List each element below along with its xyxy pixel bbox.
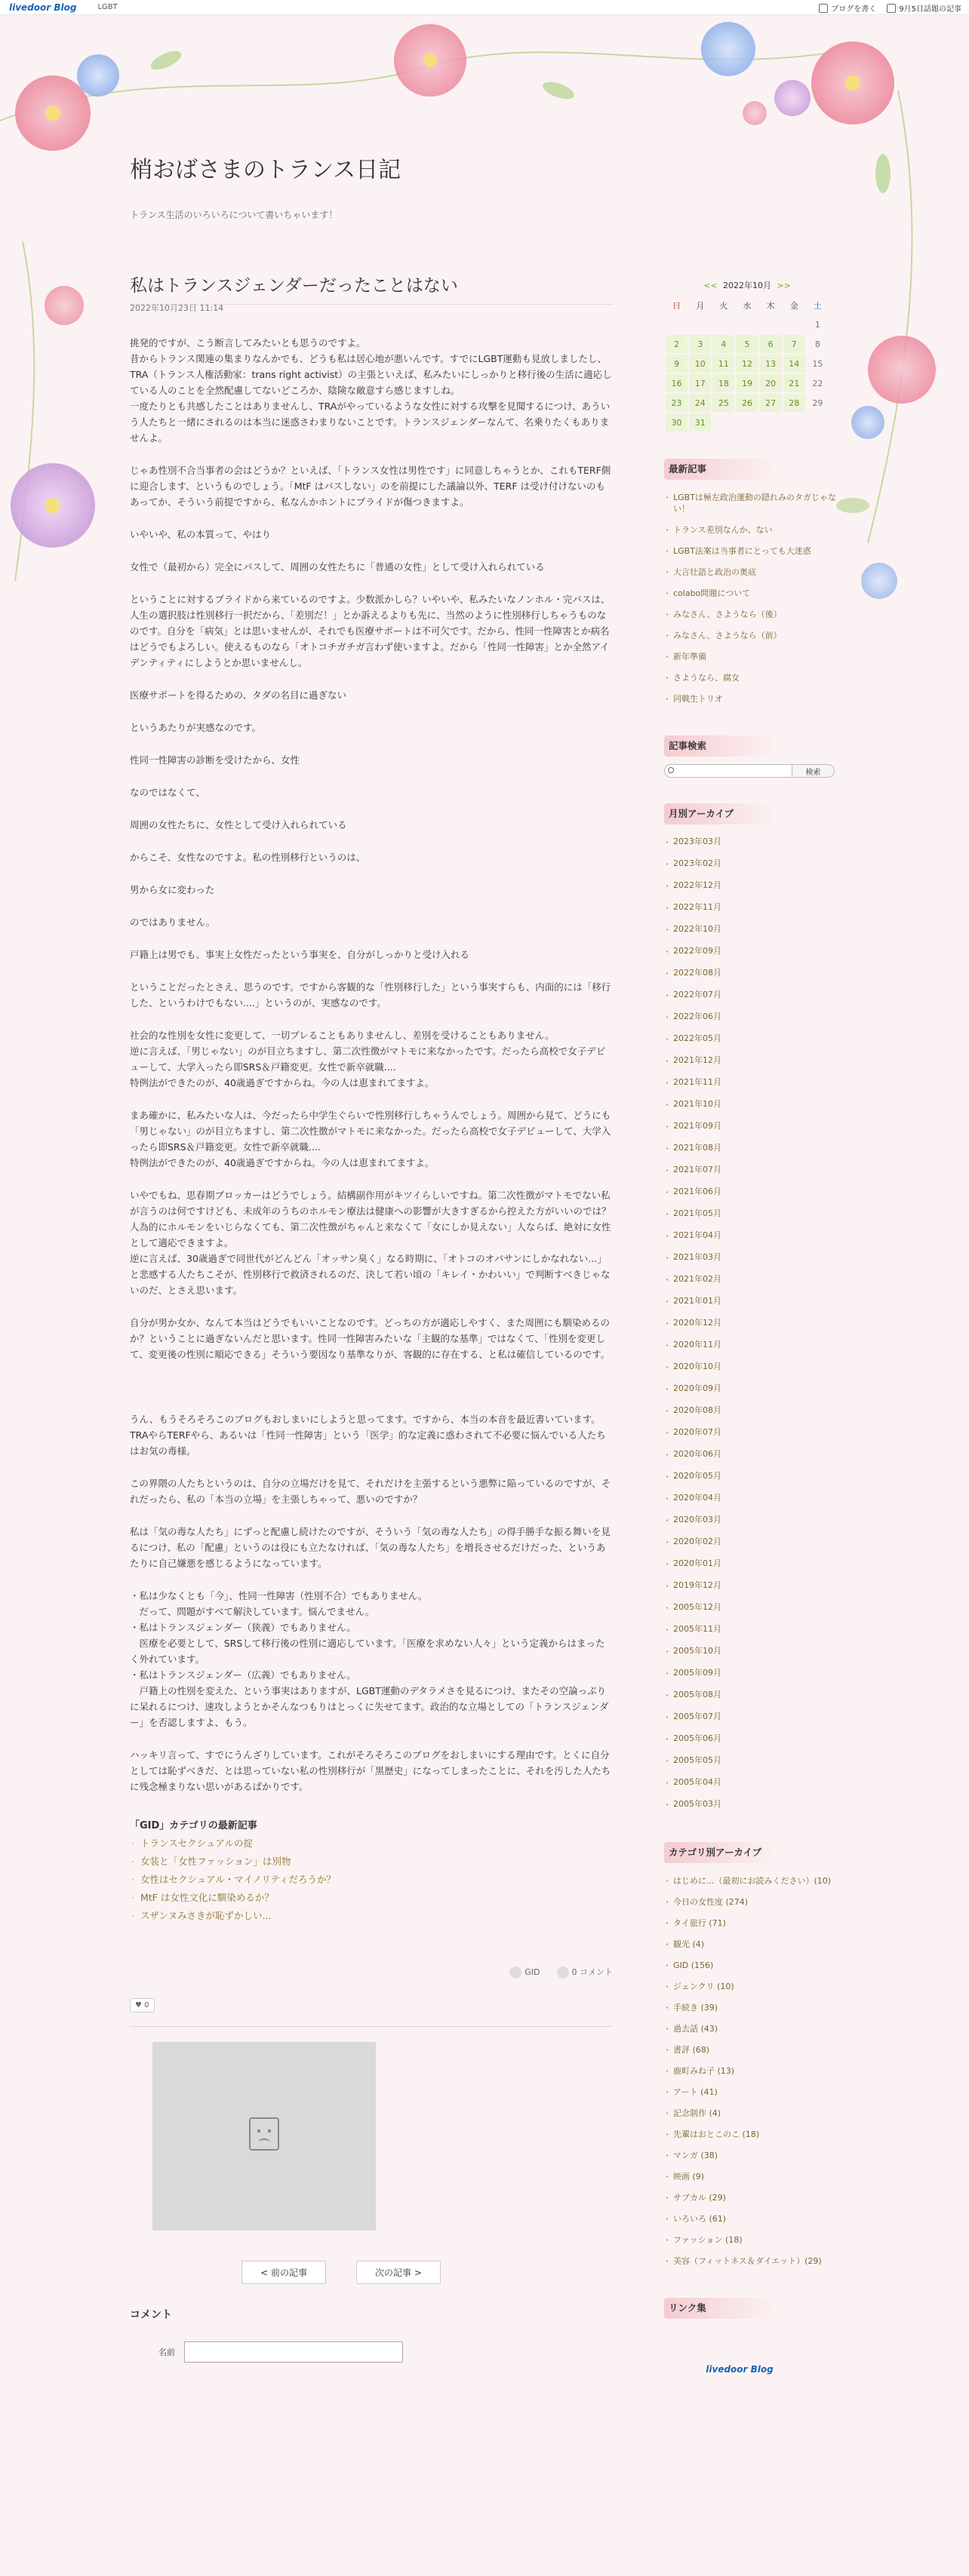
category-archive-heading: カテゴリ別アーカイブ <box>664 1842 777 1863</box>
article-date: 2022年10月23日 11:14 <box>130 303 224 313</box>
archive-month-link[interactable]: · 2021年09月 <box>664 1116 838 1138</box>
calendar-day: 15 <box>812 358 823 369</box>
archive-month-link[interactable]: · 2021年12月 <box>664 1051 838 1073</box>
archive-month-link[interactable]: · 2020年06月 <box>664 1445 838 1466</box>
category-link-item[interactable]: · ファッション (18) <box>664 2230 838 2251</box>
category-link-item[interactable]: · 観光 (4) <box>664 1934 838 1955</box>
category-link-item[interactable]: · ジェンクリ (10) <box>664 1976 838 1997</box>
calendar-day[interactable]: 20 <box>760 374 782 392</box>
archive-month-link[interactable]: · 2005年12月 <box>664 1598 838 1620</box>
category-link-item[interactable]: · サブカル (29) <box>664 2188 838 2209</box>
archive-month-link[interactable]: · 2022年08月 <box>664 963 838 985</box>
archive-month-link[interactable]: · 2022年07月 <box>664 985 838 1007</box>
archive-month-link[interactable]: · 2020年11月 <box>664 1335 838 1357</box>
calendar-weekday: 水 <box>743 301 752 311</box>
category-link-item[interactable]: · マンガ (38) <box>664 2145 838 2166</box>
archive-month-link[interactable]: · 2005年10月 <box>664 1641 838 1663</box>
recent-article-link[interactable]: · 同戦生トリオ <box>664 689 838 710</box>
calendar-day[interactable]: 30 <box>666 413 688 431</box>
archive-month-link[interactable]: · 2020年10月 <box>664 1357 838 1379</box>
write-blog-label: ブログを書く <box>831 5 877 14</box>
calendar-day <box>689 315 711 333</box>
calendar-day[interactable]: 4 <box>712 335 734 353</box>
archive-month-link[interactable]: · 2019年12月 <box>664 1576 838 1598</box>
archive-month-link[interactable]: · 2005年07月 <box>664 1707 838 1729</box>
archive-month-link[interactable]: · 2005年08月 <box>664 1685 838 1707</box>
archive-month-link[interactable]: · 2022年05月 <box>664 1029 838 1051</box>
article-paragraph: 社会的な性別を女性に変更して、一切プレることもありませんし、差別を受けることもありません。 逆に言えば、「男じゃない」のが目立ちますし、第二次性徴がマトモに来なかったです。だったら高校で女子デビューして、大学入ったら即SRS＆戸籍変更。女性で新卒就職.... 特例法ができたのが、40歳過ぎですからね。今の人は恵まれてますよ。 <box>130 1030 606 1088</box>
calendar-day: 29 <box>812 398 823 408</box>
search-button[interactable]: 検索 <box>792 764 835 778</box>
article-paragraph: 性同一性障害の診断を受けたから、女性 <box>130 754 300 766</box>
search-box <box>664 764 838 778</box>
archive-heading: 月別アーカイブ <box>664 803 777 824</box>
search-heading: 記事検索 <box>664 735 777 757</box>
calendar-day[interactable]: 6 <box>760 335 782 353</box>
category-link-item[interactable]: · 手続き (39) <box>664 1997 838 2019</box>
archive-month-link[interactable]: · 2023年03月 <box>664 832 838 854</box>
calendar-header <box>664 279 830 291</box>
category-latest-item[interactable]: · 女性はセクシュアル・マイノリティだろうか？ <box>130 1871 613 1889</box>
calendar-day <box>712 315 734 333</box>
like-count: 0 <box>144 2001 149 2010</box>
livedoor-blog-logo[interactable] <box>9 2 76 13</box>
category-link-item[interactable]: · 過去話 (43) <box>664 2019 838 2040</box>
category-latest-list <box>130 1835 613 1925</box>
comment-heading: コメント <box>130 2309 172 2321</box>
archive-month-link[interactable]: · 2005年06月 <box>664 1729 838 1751</box>
calendar-prev-link[interactable]: << <box>703 281 718 290</box>
calendar-grid <box>664 296 830 433</box>
article-paragraph: この界隈の人たちというのは、自分の立場だけを見て、それだけを主張するという悪弊に陥っているのですが、それだったら、私の「本当の立場」を主張しちゃって、悪いのですか？ <box>130 1478 611 1505</box>
site-title[interactable]: 梢おばさまのトランス日記 <box>130 157 401 183</box>
calendar-day[interactable]: 17 <box>689 374 711 392</box>
calendar-day[interactable]: 9 <box>666 355 688 373</box>
article-paragraph: まあ確かに、私みたいな人は、今だったら中学生ぐらいで性別移行しちゃうんでしょう。周囲から見て、どうにも「男じゃない」のが目立ちますし、第二次性徴がマトモに来なかった。だったら高校で女子デビューして、大学入ったら即SRS＆戸籍変更。女性で新卒就職.... 特例法ができたのが、40歳過ぎですからね。今の人は恵まれてますよ。 <box>130 1110 611 1168</box>
article-body <box>130 335 613 1795</box>
archive-month-link[interactable]: · 2021年11月 <box>664 1073 838 1095</box>
sidebar <box>664 279 838 2375</box>
footer-logo-brand: livedoor <box>706 2364 748 2375</box>
archive-month-link[interactable]: · 2020年05月 <box>664 1466 838 1488</box>
article-paragraph: ということだったとさえ、思うのです。ですから客観的な「性別移行した」という事実すらも、内面的には「移行した、というわけでもない....」というのが、実感なのです。 <box>130 981 611 1009</box>
calendar-title[interactable]: 2022年10月 <box>723 281 771 290</box>
name-input[interactable] <box>184 2341 403 2363</box>
archive-month-link[interactable]: · 2020年08月 <box>664 1401 838 1423</box>
article <box>130 272 613 2363</box>
category-latest-heading: 「GID」カテゴリの最新記事 <box>130 1820 257 1831</box>
calendar-day <box>712 413 734 431</box>
category-link-item[interactable]: · いろいろ (61) <box>664 2209 838 2230</box>
calendar-day[interactable]: 3 <box>689 335 711 353</box>
calendar-weekday: 日 <box>672 301 681 311</box>
archive-month-link[interactable]: · 2023年02月 <box>664 854 838 876</box>
archive-month-link[interactable]: · 2020年02月 <box>664 1532 838 1554</box>
archive-month-link[interactable]: · 2005年05月 <box>664 1751 838 1773</box>
category-archive-list <box>664 1871 838 2272</box>
archive-month-link[interactable]: · 2021年08月 <box>664 1138 838 1160</box>
calendar-weekday: 火 <box>719 301 728 311</box>
archive-month-link[interactable]: · 2022年09月 <box>664 941 838 963</box>
calendar-day[interactable]: 31 <box>689 413 711 431</box>
calendar-day[interactable]: 13 <box>760 355 782 373</box>
search-input[interactable] <box>664 764 792 778</box>
calendar-day[interactable]: 26 <box>736 394 758 412</box>
archive-month-link[interactable]: · 2020年03月 <box>664 1510 838 1532</box>
trending-link[interactable] <box>887 2 961 14</box>
article-paragraph: 女性で（最初から）完全にパスして、周囲の女性たちに「普通の女性」として受け入れられている <box>130 561 545 573</box>
calendar-day <box>807 413 829 431</box>
archive-month-link[interactable]: · 2022年11月 <box>664 898 838 920</box>
category-link-item[interactable]: · はじめに...（最初にお読みください）(10) <box>664 1871 838 1892</box>
category-link-item[interactable]: · GID (156) <box>664 1955 838 1976</box>
article-paragraph: というあたりが実感なのです。 <box>130 722 262 733</box>
calendar <box>664 279 830 433</box>
calendar-day <box>760 315 782 333</box>
archive-month-link[interactable]: · 2022年10月 <box>664 920 838 941</box>
article-paragraph: 私は「気の毒な人たち」にずっと配慮し続けたのですが、そういう「気の毒な人たち」の得手勝手な振る舞いを見るにつけ、私の「配慮」というのは役にも立たなければ、「気の毒な人たち」を増長させるだけだった、というあたりに自己嫌悪を感じるようになっています。 <box>130 1526 611 1569</box>
archive-month-link[interactable]: · 2022年06月 <box>664 1007 838 1029</box>
archive-month-link[interactable]: · 2022年12月 <box>664 876 838 898</box>
article-paragraph: じゃあ性別不合当事者の会はどうか？といえば、「トランス女性は男性です」に同意しちゃうとか、これもTERF側に迎合します、というものでしょう。「MtF はパスしない」のを前提にした議論以外、TERF は受け付けないのもあってか、そういう前提ですから、私なんかホントにプライドが傷つきますよ。 <box>130 465 611 508</box>
folder-icon <box>509 1967 521 1979</box>
calendar-day[interactable]: 5 <box>736 335 758 353</box>
calendar-weekday: 木 <box>766 301 775 311</box>
archive-month-link[interactable]: · 2021年07月 <box>664 1160 838 1182</box>
calendar-day[interactable]: 7 <box>783 335 805 353</box>
category-latest-item[interactable]: · スザンヌみさきが恥ずかしい... <box>130 1907 613 1925</box>
calendar-day[interactable]: 10 <box>689 355 711 373</box>
article-title[interactable]: 私はトランスジェンダーだったことはない <box>130 272 613 305</box>
article-paragraph: 自分が男か女か、なんて本当はどうでもいいことなのです。どっちの方が適応しやすく、また周囲にも馴染めるのか？ということに過ぎないんだと思います。性同一性障害みたいな「主観的な基準」ではなくて、「性別を変更して、変更後の性別に順応できる」そういう要因なり基準なりが、客観的に存在する、と私は確信しているのです。 <box>130 1317 611 1360</box>
article-paragraph: うん、もうそろそろこのブログもおしまいにしようと思ってます。ですから、本当の本音を最近書いています。TRAやらTERFやら、あるいは「性同一性障害」という「医学」的な定義に惑わされて不必要に悩んでいる人たちはお気の毒様。 <box>130 1414 606 1457</box>
next-article-button[interactable]: 次の記事 > <box>356 2261 441 2284</box>
calendar-day <box>783 413 805 431</box>
footer-livedoor-logo[interactable] <box>664 2364 815 2375</box>
archive-month-link[interactable]: · 2005年04月 <box>664 1773 838 1795</box>
calendar-day[interactable]: 12 <box>736 355 758 373</box>
calendar-day <box>760 413 782 431</box>
archive-month-link[interactable]: · 2020年09月 <box>664 1379 838 1401</box>
category-link-item[interactable]: · 記念制作 (4) <box>664 2103 838 2124</box>
category-latest-box <box>130 1817 613 1925</box>
archive-month-link[interactable]: · 2021年06月 <box>664 1182 838 1204</box>
name-label: 名前 <box>158 2347 175 2357</box>
archive-month-link[interactable]: · 2005年03月 <box>664 1795 838 1816</box>
prev-article-button[interactable]: < 前の記事 <box>241 2261 326 2284</box>
divider <box>130 2026 613 2027</box>
article-paragraph: 医療サポートを得るための、タダの名目に過ぎない <box>130 689 347 701</box>
article-paragraph: なのではなくて、 <box>130 787 205 798</box>
pencil-icon <box>819 4 828 13</box>
category-latest-item[interactable]: · トランスセクシュアルの掟 <box>130 1835 613 1853</box>
calendar-day <box>736 315 758 333</box>
calendar-weekday: 月 <box>696 301 705 311</box>
comments-label: 0 コメント <box>571 1967 613 1977</box>
article-paragraph: のではありません。 <box>130 916 216 928</box>
recent-heading: 最新記事 <box>664 459 777 480</box>
archive-list <box>664 832 838 1816</box>
calendar-day: 1 <box>814 319 820 330</box>
category-link-item[interactable]: · 鹿町みね子 (13) <box>664 2061 838 2082</box>
category-link-item[interactable]: · アート (41) <box>664 2082 838 2103</box>
archive-month-link[interactable]: · 2005年11月 <box>664 1620 838 1641</box>
site-subtitle: トランス生活のいろいろについて書いちゃいます！ <box>130 210 338 220</box>
calendar-day[interactable]: 16 <box>666 374 688 392</box>
article-paragraph: 周囲の女性たちに、女性として受け入れられている <box>130 819 347 831</box>
calendar-next-link[interactable]: >> <box>777 281 791 290</box>
calendar-day[interactable]: 24 <box>689 394 711 412</box>
archive-month-link[interactable]: · 2021年03月 <box>664 1248 838 1270</box>
calendar-day: 22 <box>812 378 823 388</box>
category-link-item[interactable]: · 先輩はおとこのこ (18) <box>664 2124 838 2145</box>
category-link-item[interactable]: · タイ旅行 (71) <box>664 1913 838 1934</box>
archive-month-link[interactable]: · 2020年12月 <box>664 1313 838 1335</box>
archive-month-link[interactable]: · 2020年01月 <box>664 1554 838 1576</box>
recent-article-link[interactable]: · トランス差別なんか、ない <box>664 520 838 541</box>
recent-article-link[interactable]: · LGBT法案は当事者にとっても大迷惑 <box>664 541 838 562</box>
category-latest-item[interactable]: · MtF は女性文化に馴染めるか？ <box>130 1889 613 1907</box>
archive-month-link[interactable]: · 2020年07月 <box>664 1423 838 1445</box>
calendar-day[interactable]: 18 <box>712 374 734 392</box>
calendar-day <box>783 315 805 333</box>
search-icon <box>668 767 674 773</box>
news-icon <box>887 4 896 13</box>
broken-image-icon <box>249 2117 279 2151</box>
calendar-day[interactable]: 23 <box>666 394 688 412</box>
article-paragraph: ・私は少なくとも「今」、性同一性障害（性別不合）でもありません。 だって、問題がすべて解決しています。悩んでません。 ・私はトランスジェンダー（狭義）でもありません。 医療を必要として、SRSして移行後の性別に適応しています。「医療を求めない人々」という定義からはまったく外れています。 ・私はトランスジェンダー（広義）でもありません。 戸籍上の性別を変えた、という事実はありますが、LGBT運動のデタラメさを見るにつけ、またその空論っぷりに呆れるにつけ、速攻しようとかそんなつもりはとっくに失せてます。政治的な立場としての「トランスジェンダー」を否認しますよ、もう。 <box>130 1590 609 1728</box>
ad-placeholder-image[interactable] <box>152 2042 376 2231</box>
calendar-weekday: 金 <box>789 301 798 311</box>
write-blog-link[interactable] <box>819 2 876 14</box>
logo-brand: livedoor <box>9 2 51 13</box>
calendar-day <box>666 315 688 333</box>
archive-month-link[interactable]: · 2005年09月 <box>664 1663 838 1685</box>
calendar-day[interactable]: 19 <box>736 374 758 392</box>
pager <box>130 2261 552 2284</box>
calendar-day[interactable]: 11 <box>712 355 734 373</box>
category-link-item[interactable]: · 映画 (9) <box>664 2166 838 2188</box>
links-heading: リンク集 <box>664 2298 777 2319</box>
calendar-day[interactable]: 21 <box>783 374 805 392</box>
category-latest-item[interactable]: · 女装と「女性ファッション」は別物 <box>130 1853 613 1871</box>
article-paragraph: からこそ、女性なのですよ。私の性別移行というのは、 <box>130 852 366 863</box>
category-label: GID <box>524 1967 540 1977</box>
recent-list <box>664 487 838 710</box>
archive-month-link[interactable]: · 2021年10月 <box>664 1095 838 1116</box>
archive-month-link[interactable]: · 2020年04月 <box>664 1488 838 1510</box>
recent-article-link[interactable]: · LGBTは極左政治運動の隠れみのタガじゃない！ <box>664 487 838 520</box>
logo-word: Blog <box>54 2 77 13</box>
article-paragraph: ハッキリ言って、すでにうんざりしています。これがそろそろこのブログをおしまいにする理由です。とくに自分としては恥ずべきだ、とは思っていない私の性別移行が「黒歴史」になってしまったことに、それを汚した人たちに残念極まりない思いがあるばかりです。 <box>130 1749 611 1792</box>
calendar-day: 8 <box>814 339 820 349</box>
article-meta <box>130 1966 613 1979</box>
calendar-day[interactable]: 27 <box>760 394 782 412</box>
archive-month-link[interactable]: · 2021年01月 <box>664 1291 838 1313</box>
calendar-day[interactable]: 28 <box>783 394 805 412</box>
article-paragraph: 戸籍上は男でも、事実上女性だったという事実を、自分がしっかりと受け入れる <box>130 949 470 960</box>
archive-month-link[interactable]: · 2021年04月 <box>664 1226 838 1248</box>
calendar-day <box>736 413 758 431</box>
category-link-item[interactable]: · 今日の女性度 (274) <box>664 1892 838 1913</box>
archive-month-link[interactable]: · 2021年05月 <box>664 1204 838 1226</box>
calendar-day[interactable]: 14 <box>783 355 805 373</box>
article-paragraph: いやいや、私の本質って、やはり <box>130 529 272 540</box>
like-button[interactable]: ♥ 0 <box>130 1998 155 2013</box>
calendar-day[interactable]: 25 <box>712 394 734 412</box>
recent-article-link[interactable]: · みなさん、さようなら（前） <box>664 625 838 646</box>
comment-icon <box>557 1967 569 1979</box>
calendar-day[interactable]: 2 <box>666 335 688 353</box>
trending-label: 9月5日話題の記事 <box>899 5 961 14</box>
article-paragraph: 挑発的ですが、こう断言してみたいとも思うのですよ。 昔からトランス関連の集まりなんかでも、どうも私は居心地が悪いんです。すでにLGBT運動も見放しましたし、TRA（トランス人権活動家：trans right activist）の主張といえば、私みたいにしっかりと移行後の生活に適応している人のことを全然配慮してないどころか、陰険な敵意すら感じますしね。 一度たりとも共感したことはありませんし、TRAがやっているような女性に対する攻撃を見聞するにつけ、あういう人たちと一緒にされるのは本当に迷惑さわまりないことです。トランスジェンダーなんて、名乗りたくもありませんよ。 <box>130 337 612 444</box>
article-paragraph: いやでもね、思春期ブロッカーはどうでしょう。結構副作用がキツイらしいですね。第二次性徴がマトモでない私が言うのは何ですけども、未成年のうちのホルモン療法は健康への影響が大きすぎるから控えた方がいいのでは？人為的にホルモンをいじらなくても、第二次性徴がちゃんと来なくて「女にしか見えない」人ならば、絶対に女性として適応できますよ。 逆に言えば、30歳過ぎで同世代がどんどん「オッサン臭く」なる時期に、「オトコのオバサンにしかなれない...」と悲感する人たちこそが、性別移行で救済されるのだ、決して若い頃の「キレイ・かわいい」で判断すべきじゃないのだ、とさえ思います。 <box>130 1190 611 1296</box>
recent-article-link[interactable]: · 新年準備 <box>664 646 838 668</box>
calendar-weekday: 土 <box>813 301 822 311</box>
recent-article-link[interactable]: · 大言壮語と政治の奥底 <box>664 562 838 583</box>
category-link[interactable] <box>509 1967 540 1979</box>
category-link-item[interactable]: · 書評 (68) <box>664 2040 838 2061</box>
category-link-item[interactable]: · 美容（フィットネス＆ダイエット）(29) <box>664 2251 838 2272</box>
comments-link[interactable] <box>557 1966 614 1979</box>
archive-month-link[interactable]: · 2021年02月 <box>664 1270 838 1291</box>
article-paragraph <box>130 1379 613 1395</box>
category-tag[interactable]: LGBT <box>97 3 118 11</box>
recent-article-link[interactable]: · colabo問題について <box>664 583 838 604</box>
article-paragraph: ということに対するプライドから来ているのですよ。少数派かしら？いやいや、私みたいなノンホル・完パスは、人生の選択肢は性別移行一択だから、「差別だ！」とか訴えるよりも先に、当然のように性別移行しちゃうものなのです。自分を「病気」とは思いませんが、それでも医療サポートは不可欠です。だから、性同一性障害とか病名はどうでもよろしい。使えるものなら「オトコチガチガ言わず使いますよ。だから「性同一性障害」とか全然アイデンティティにしようとか思いませんし。 <box>130 594 611 668</box>
recent-article-link[interactable]: · さようなら、腐女 <box>664 668 838 689</box>
recent-article-link[interactable]: · みなさん、さようなら（後） <box>664 604 838 625</box>
article-paragraph: 男から女に変わった <box>130 884 215 895</box>
top-bar <box>0 0 969 15</box>
footer-logo-word: Blog <box>750 2364 774 2375</box>
comment-name-row <box>158 2341 613 2363</box>
